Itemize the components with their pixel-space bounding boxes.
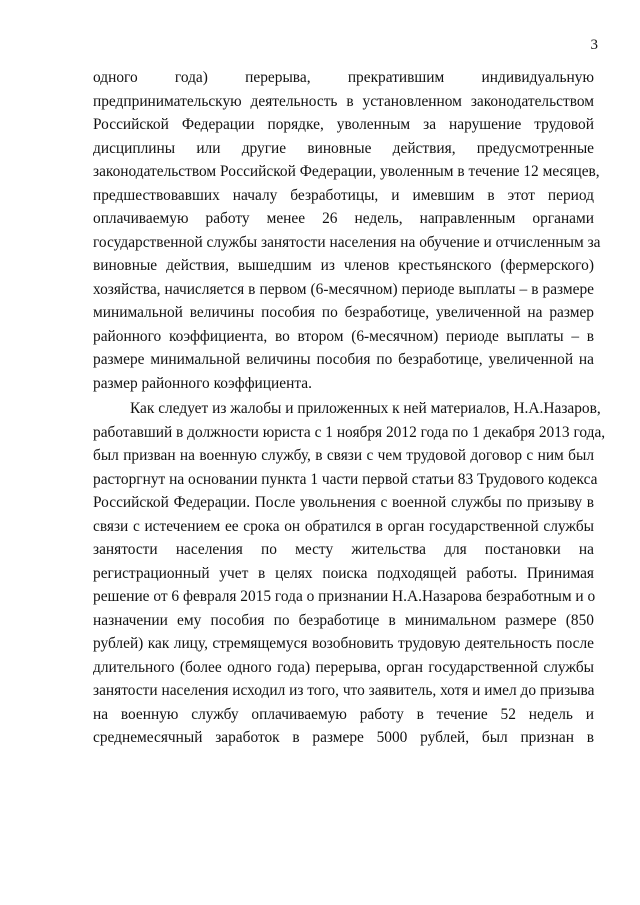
- text-line: Российской Федерации. После увольнения с военной службы по призыву в: [93, 494, 594, 511]
- text-line: среднемесячный заработок в размере 5000 рублей, был признан в: [93, 729, 594, 746]
- text-line: минимальной величины пособия по безработице, увеличенной на размер: [93, 304, 594, 321]
- text-line: дисциплины или другие виновные действия, предусмотренные: [93, 139, 594, 157]
- text-line: связи с истечением ее срока он обратился в орган государственной службы: [93, 517, 594, 535]
- text-line: занятости населения по месту жительства для постановки на: [93, 541, 594, 558]
- text-line: на военную службу оплачиваемую работу в течение 52 недель и: [93, 705, 594, 723]
- text-line: расторгнут на основании пункта 1 части первой статьи 83 Трудового кодекса: [93, 470, 598, 488]
- paragraph-2: [93, 397, 606, 750]
- text-line: районного коэффициента, во втором (6-месячном) периоде выплаты – в: [93, 327, 594, 345]
- page-number: 3: [590, 37, 598, 53]
- text-line: Как следует из жалобы и приложенных к ней материалов, Н.А.Назаров,: [130, 400, 601, 417]
- text-line: длительного (более одного года) перерыва, орган государственной службы: [93, 658, 594, 676]
- text-line: оплачиваемую работу менее 26 недель, направленным органами: [93, 210, 594, 227]
- text-line: предпринимательскую деятельность в установленном законодательством: [93, 92, 594, 110]
- text-line: одного года) перерыва, прекратившим индивидуальную: [93, 69, 594, 86]
- text-line: рублей) как лицу, стремящемуся возобновить трудовую деятельность после: [93, 635, 594, 652]
- text-line: работавший в должности юриста с 1 ноября 2012 года по 1 декабря 2013 года,: [93, 423, 606, 441]
- text-line: решение от 6 февраля 2015 года о признании Н.А.Назарова безработным и о: [93, 588, 596, 605]
- text-line: предшествовавших началу безработицы, и имевшим в этот период: [93, 186, 594, 204]
- text-line: был призван на военную службу, в связи с чем трудовой договор с ним был: [93, 447, 594, 464]
- text-line: регистрационный учет в целях поиска подходящей работы. Принимая: [93, 564, 594, 582]
- text-line: законодательством Российской Федерации, уволенным в течение 12 месяцев,: [93, 163, 600, 180]
- text-line: назначении ему пособия по безработице в минимальном размере (850: [93, 611, 594, 629]
- text-line: размер районного коэффициента.: [93, 374, 312, 392]
- text-line: хозяйства, начисляется в первом (6-месячном) периоде выплаты – в размере: [93, 280, 594, 298]
- text-line: занятости населения исходил из того, что заявитель, хотя и имел до призыва: [93, 682, 595, 699]
- text-line: виновные действия, вышедшим из членов крестьянского (фермерского): [93, 257, 594, 274]
- text-line: размере минимальной величины пособия по безработице, увеличенной на: [93, 351, 594, 368]
- text-line: Российской Федерации порядке, уволенным за нарушение трудовой: [93, 116, 594, 133]
- text-line: государственной службы занятости населения на обучение и отчисленным за: [93, 233, 601, 251]
- paragraph-1: [93, 66, 601, 395]
- body-text: [93, 66, 606, 750]
